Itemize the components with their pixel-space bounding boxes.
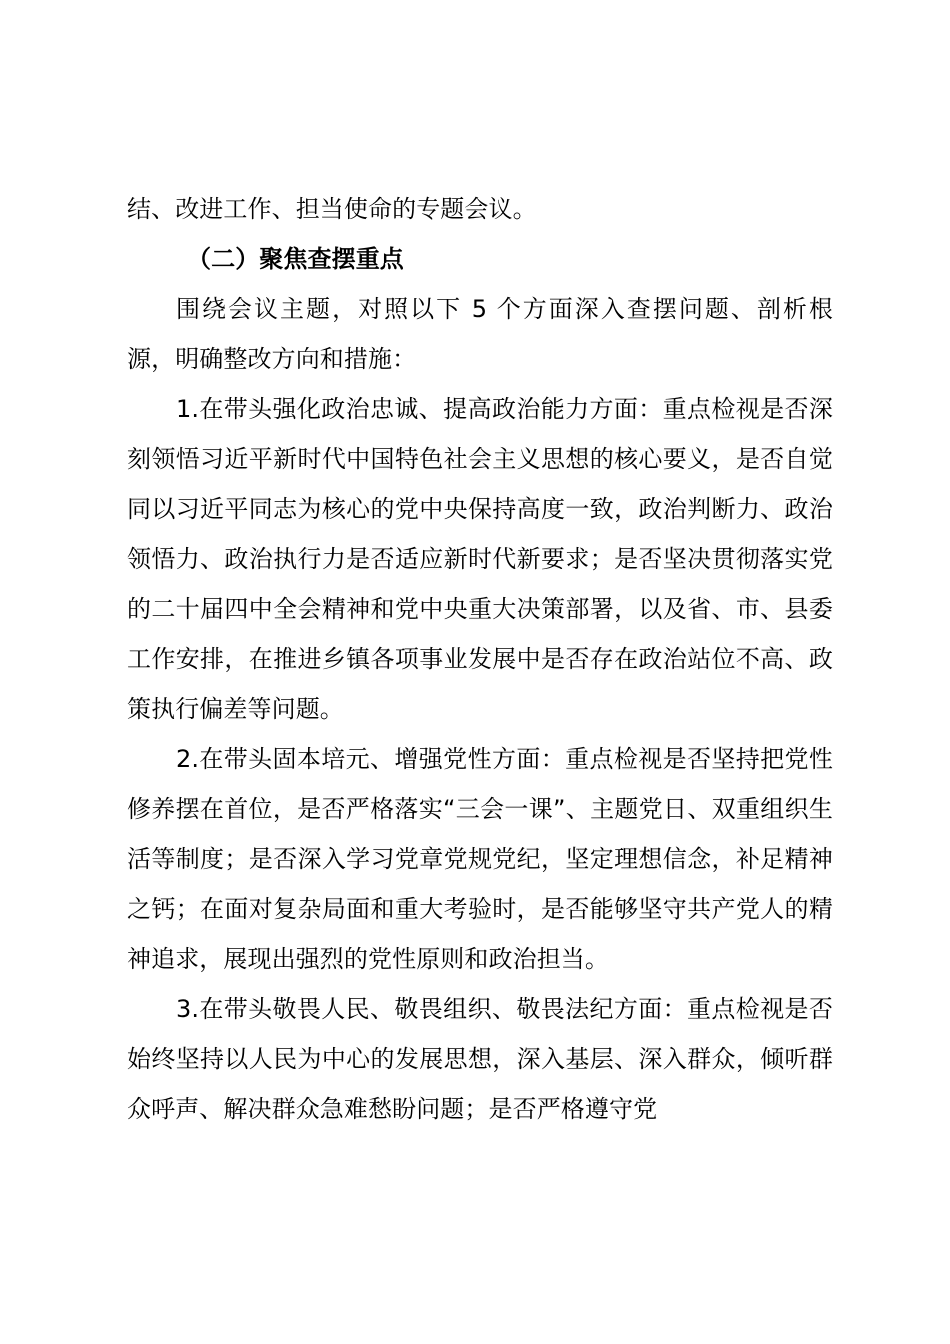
paragraph-item-1: 1.在带头强化政治忠诚、提高政治能力方面：重点检视是否深刻领悟习近平新时代中国特色社会主义思想的核心要义，是否自觉同以习近平同志为核心的党中央保持高度一致，政治判断力、政治领悟力、政治执行力是否适应新时代新要求；是否坚决贯彻落实党的二十届四中全会精神和党中央重大决策部署，以及省、市、县委工作安排，在推进乡镇各项事业发展中是否存在政治站位不高、政策执行偏差等问题。 (127, 395, 833, 723)
paragraph-intro: 围绕会议主题，对照以下 5 个方面深入查摆问题、剖析根源，明确整改方向和措施： (127, 295, 833, 373)
section-heading: （二）聚焦查摆重点 (187, 245, 404, 273)
paragraph-continuation: 结、改进工作、担当使命的专题会议。 (127, 195, 537, 223)
document-page (127, 184, 833, 1134)
paragraph-item-2: 2.在带头固本培元、增强党性方面：重点检视是否坚持把党性修养摆在首位，是否严格落实“三会一课”、主题党日、双重组织生活等制度；是否深入学习党章党规党纪，坚定理想信念，补足精神之钙；在面对复杂局面和重大考验时，是否能够坚守共产党人的精神追求，展现出强烈的党性原则和政治担当。 (127, 745, 833, 973)
paragraph-item-3: 3.在带头敬畏人民、敬畏组织、敬畏法纪方面：重点检视是否始终坚持以人民为中心的发展思想，深入基层、深入群众，倾听群众呼声、解决群众急难愁盼问题；是否严格遵守党 (127, 995, 833, 1123)
